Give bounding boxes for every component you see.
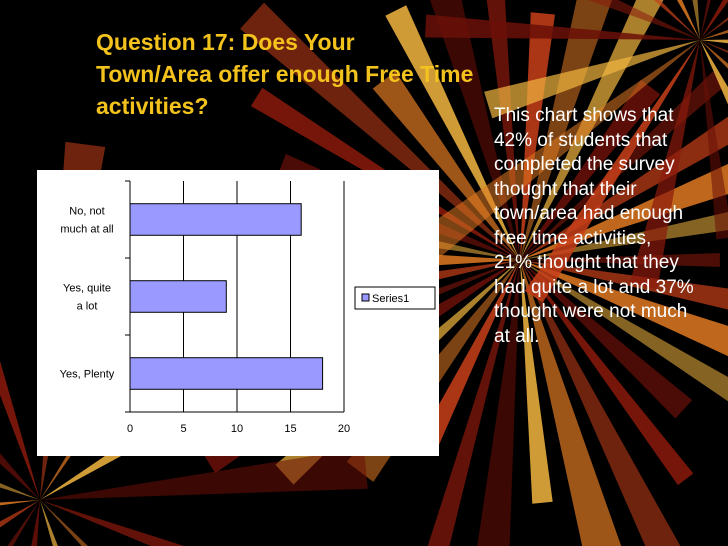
legend [355, 287, 435, 309]
x-tick-label: 0 [126, 423, 134, 435]
y-tick-label-line: No, not [69, 205, 105, 218]
x-tick-label: 20 [337, 423, 351, 435]
bar [130, 358, 323, 390]
y-tick-label [60, 206, 113, 236]
title-line-3: activities? [96, 93, 209, 119]
y-tick-label [63, 283, 111, 313]
x-tick-label: 10 [230, 423, 244, 435]
chart-panel [37, 170, 439, 456]
background-ray [0, 206, 40, 500]
bar-chart [37, 170, 439, 456]
legend-swatch [362, 294, 369, 301]
body-text: This chart shows that 42% of students that completed the survey thought that their town/area had enough free time activities, 21% thought that they had quite a lot and 37% thought were not much at all. [494, 105, 694, 347]
x-tick-label: 5 [180, 423, 187, 435]
bar [130, 281, 226, 313]
y-tick-label-line: much at all [60, 223, 114, 236]
title-line-1: Question 17: Does Your [96, 29, 355, 55]
legend-label: Series1 [372, 293, 410, 305]
y-tick-label [60, 369, 115, 381]
background-ray [40, 500, 403, 546]
y-tick-label-line: Yes, Plenty [59, 368, 115, 381]
y-tick-label-line: a lot [76, 300, 98, 313]
bar [130, 204, 301, 236]
x-tick-label: 15 [284, 423, 297, 435]
title-line-2: Town/Area offer enough Free Time [96, 61, 474, 87]
y-tick-label-line: Yes, quite [63, 282, 111, 295]
